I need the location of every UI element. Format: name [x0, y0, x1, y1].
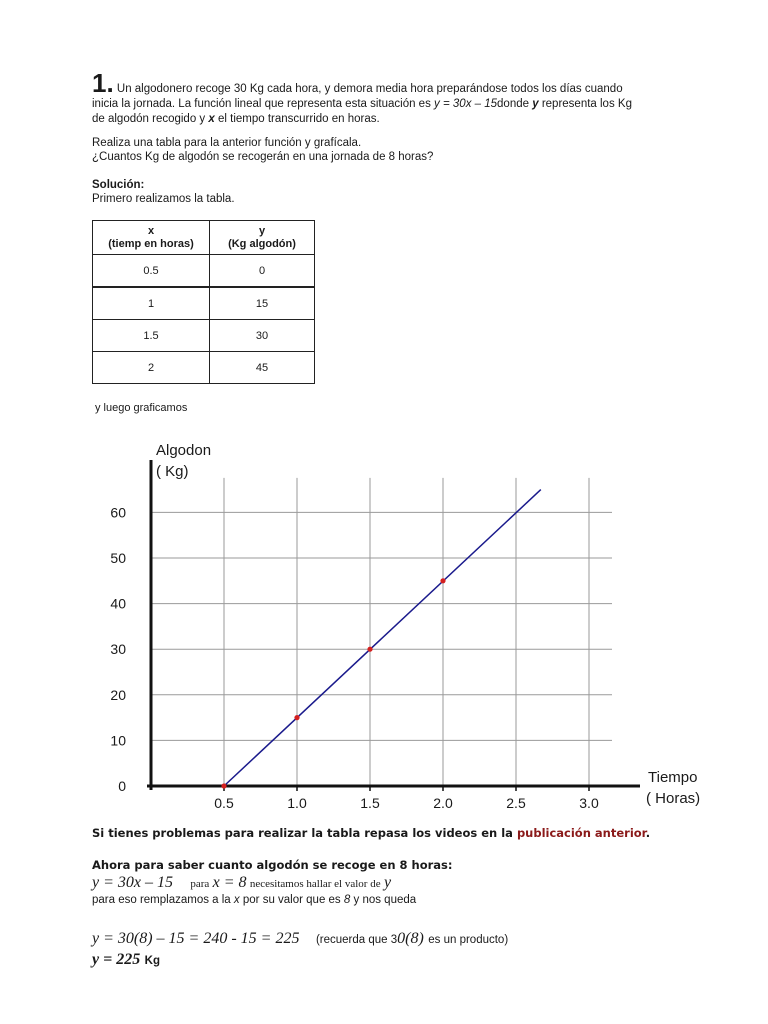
- y-tick-label: 60: [110, 504, 126, 521]
- problem-text-1: Un algodonero recoge 30 Kg cada hora, y demora media hora preparándose todos los días cuando: [116, 83, 623, 95]
- table-row: [93, 287, 315, 320]
- problem-line-3: [92, 112, 702, 127]
- y-tick-label: 20: [110, 686, 126, 703]
- table-cell-y: 0: [210, 255, 315, 288]
- data-point: [367, 647, 372, 652]
- table-header-y: [210, 221, 315, 255]
- x-tick-label: 2.0: [433, 795, 453, 811]
- solution-heading: Solución:: [92, 179, 145, 191]
- x-axis-label-line-2: ( Horas): [646, 790, 701, 807]
- y-tick-label: 40: [110, 595, 126, 612]
- problem-text-3a: de algodón recogido y: [92, 113, 206, 125]
- replace-text-c: y nos queda: [353, 894, 417, 906]
- table-header-row: [93, 221, 315, 255]
- remember-text-b: es un producto): [428, 934, 509, 946]
- header-x-name: x: [147, 224, 155, 237]
- table-cell-x: 0.5: [93, 255, 210, 288]
- problem-text-2a: inicia la jornada. La función lineal que representa esta situación es: [92, 98, 431, 110]
- table-row: [93, 320, 315, 352]
- replace-text-b: por su valor que es: [242, 894, 341, 906]
- replace-8: 8: [343, 894, 351, 906]
- calculation: y = 30(8) – 15 = 240 - 15 = 225: [92, 930, 300, 947]
- chart-grid: [151, 478, 612, 786]
- problem-text-2c: representa los Kg: [541, 98, 632, 110]
- previous-post-link[interactable]: publicación anterior: [516, 826, 646, 840]
- table-cell-x: 1.5: [93, 320, 210, 352]
- header-x-desc: (tiemp en horas): [108, 237, 194, 250]
- values-table: [92, 220, 315, 384]
- problem-line-1: [92, 70, 702, 97]
- chart-tick-labels: [110, 504, 599, 811]
- x-tick-label: 2.5: [506, 795, 526, 811]
- header-y-name: y: [258, 224, 266, 237]
- equation-1: y = 30x – 15: [92, 874, 173, 891]
- result-equation: y = 225: [92, 951, 141, 968]
- function-line: [224, 490, 541, 786]
- function-equation: y = 30x – 15: [434, 98, 498, 110]
- table-header-x: [93, 221, 210, 255]
- header-y-desc: (Kg algodón): [228, 237, 296, 250]
- chart-axes: [147, 460, 640, 791]
- y-tick-label: 10: [110, 732, 126, 749]
- review-note-text: Si tienes problemas para realizar la tabla repasa los videos en la: [92, 826, 513, 840]
- graph-intro: y luego graficamos: [95, 402, 188, 414]
- result-line: [92, 951, 160, 969]
- x-equals-8: x = 8: [212, 874, 247, 891]
- x-tick-label: 1.0: [287, 795, 307, 811]
- task-1: Realiza una tabla para la anterior función y grafícala.: [92, 137, 362, 149]
- review-note-period: .: [645, 826, 651, 840]
- table-cell-y: 15: [210, 287, 315, 320]
- table-cell-x: 2: [93, 352, 210, 384]
- task-2: ¿Cuantos Kg de algodón se recogerán en una jornada de 8 horas?: [92, 151, 434, 163]
- x-tick-label: 1.5: [360, 795, 380, 811]
- problem-text-3b: el tiempo transcurrido en horas.: [217, 113, 380, 125]
- replace-x: x: [233, 894, 240, 906]
- chart-series: [221, 490, 540, 789]
- need-text: necesitamos hallar el valor de: [249, 878, 381, 890]
- remember-eq: 0(8): [397, 930, 424, 947]
- problem-block: [92, 70, 702, 127]
- y-variable: y: [383, 874, 392, 891]
- table-row: [93, 255, 315, 288]
- para-text: para: [190, 878, 210, 890]
- y-tick-label: 30: [110, 641, 126, 658]
- line-chart: [0, 430, 768, 820]
- solution-intro: Primero realizamos la tabla.: [92, 193, 235, 205]
- y-axis-label-line-2: ( Kg): [156, 463, 189, 480]
- replace-text-a: para eso remplazamos a la: [92, 894, 231, 906]
- var-x: x: [208, 113, 215, 125]
- problem-text-2b: donde: [497, 98, 530, 110]
- review-note: [92, 826, 650, 840]
- y-tick-label: 50: [110, 550, 126, 566]
- x-tick-label: 3.0: [579, 795, 599, 811]
- result-unit: Kg: [144, 955, 161, 967]
- replace-line: [92, 893, 416, 908]
- x-tick-label: 0.5: [214, 795, 234, 811]
- eight-hours-question: Ahora para saber cuanto algodón se recoge en 8 horas:: [92, 858, 453, 872]
- x-axis-label-line-1: Tiempo: [648, 769, 698, 786]
- remember-text-a: (recuerda que 3: [315, 934, 398, 946]
- problem-number: 1.: [92, 68, 114, 98]
- var-y: y: [532, 98, 539, 110]
- data-point: [440, 578, 445, 583]
- y-tick-label: 0: [118, 778, 126, 794]
- calculation-line: [92, 930, 508, 948]
- problem-line-2: [92, 97, 702, 112]
- data-point: [294, 715, 299, 720]
- equation-line: [92, 874, 391, 892]
- table-cell-x: 1: [93, 287, 210, 320]
- table-cell-y: 45: [210, 352, 315, 384]
- y-axis-label-line-1: Algodon: [156, 442, 212, 459]
- table-cell-y: 30: [210, 320, 315, 352]
- data-point: [221, 783, 226, 788]
- table-row: [93, 352, 315, 384]
